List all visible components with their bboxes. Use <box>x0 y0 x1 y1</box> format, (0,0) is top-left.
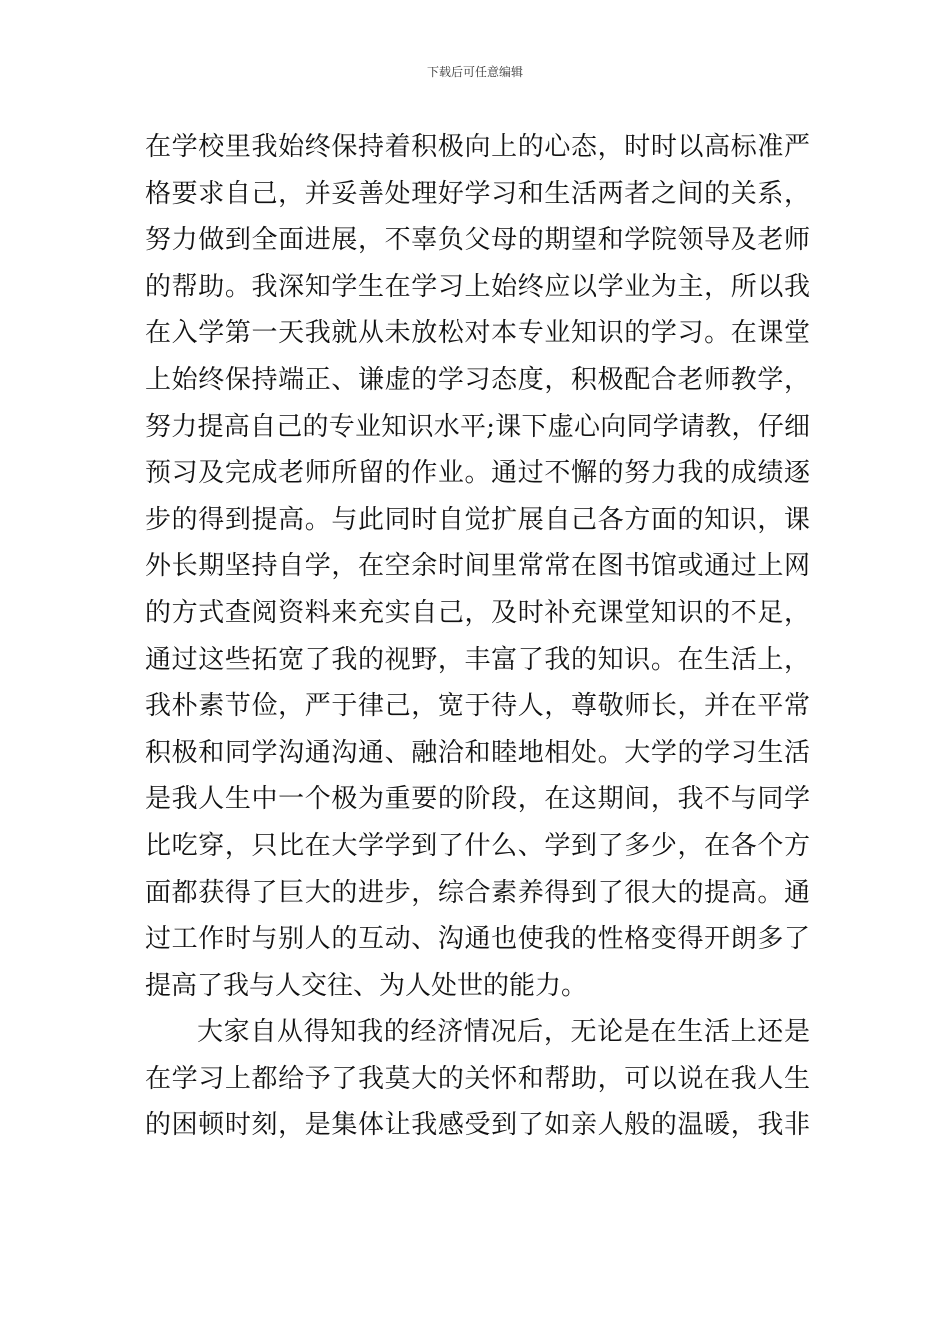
document-body <box>145 124 810 1149</box>
text-line: 外长期坚持自学，在空余时间里常常在图书馆或通过上网 <box>145 551 810 582</box>
page-header: 下载后可任意编辑 <box>426 65 523 79</box>
text-line: 的困顿时刻，是集体让我感受到了如亲人般的温暖，我非 <box>145 1110 810 1141</box>
text-line: 的帮助。我深知学生在学习上始终应以学业为主，所以我 <box>145 271 810 302</box>
text-line: 在入学第一天我就从未放松对本专业知识的学习。在课堂 <box>145 318 810 349</box>
text-line: 努力提高自己的专业知识水平;课下虚心向同学请教，仔细 <box>145 411 810 442</box>
text-line: 我朴素节俭，严于律己，宽于待人，尊敬师长，并在平常 <box>145 691 810 722</box>
text-line: 步的得到提高。与此同时自觉扩展自己各方面的知识，课 <box>145 504 810 535</box>
text-line: 比吃穿，只比在大学学到了什么、学到了多少，在各个方 <box>145 830 810 861</box>
text-line: 是我人生中一个极为重要的阶段，在这期间，我不与同学 <box>145 784 810 815</box>
text-line: 在学校里我始终保持着积极向上的心态，时时以高标准严 <box>145 132 810 162</box>
text-line: 预习及完成老师所留的作业。通过不懈的努力我的成绩逐 <box>145 458 810 489</box>
text-line: 提高了我与人交往、为人处世的能力。 <box>145 970 588 1001</box>
text-line: 上始终保持端正、谦虚的学习态度，积极配合老师教学， <box>145 364 810 395</box>
text-line: 大家自从得知我的经济情况后，无论是在生活上还是 <box>197 1017 810 1048</box>
text-line: 积极和同学沟通沟通、融洽和睦地相处。大学的学习生活 <box>145 737 810 768</box>
text-line: 过工作时与别人的互动、沟通也使我的性格变得开朗多了 <box>145 924 810 955</box>
text-line: 格要求自己，并妥善处理好学习和生活两者之间的关系， <box>145 178 810 209</box>
text-line: 面都获得了巨大的进步，综合素养得到了很大的提高。通 <box>145 877 810 908</box>
paragraph-1 <box>145 124 810 1009</box>
text-line: 的方式查阅资料来充实自己，及时补充课堂知识的不足， <box>145 597 810 628</box>
text-line: 在学习上都给予了我莫大的关怀和帮助，可以说在我人生 <box>145 1063 810 1094</box>
paragraph-2 <box>145 1009 810 1149</box>
text-line: 通过这些拓宽了我的视野，丰富了我的知识。在生活上， <box>145 644 810 675</box>
text-line: 努力做到全面进展，不辜负父母的期望和学院领导及老师 <box>145 225 810 256</box>
